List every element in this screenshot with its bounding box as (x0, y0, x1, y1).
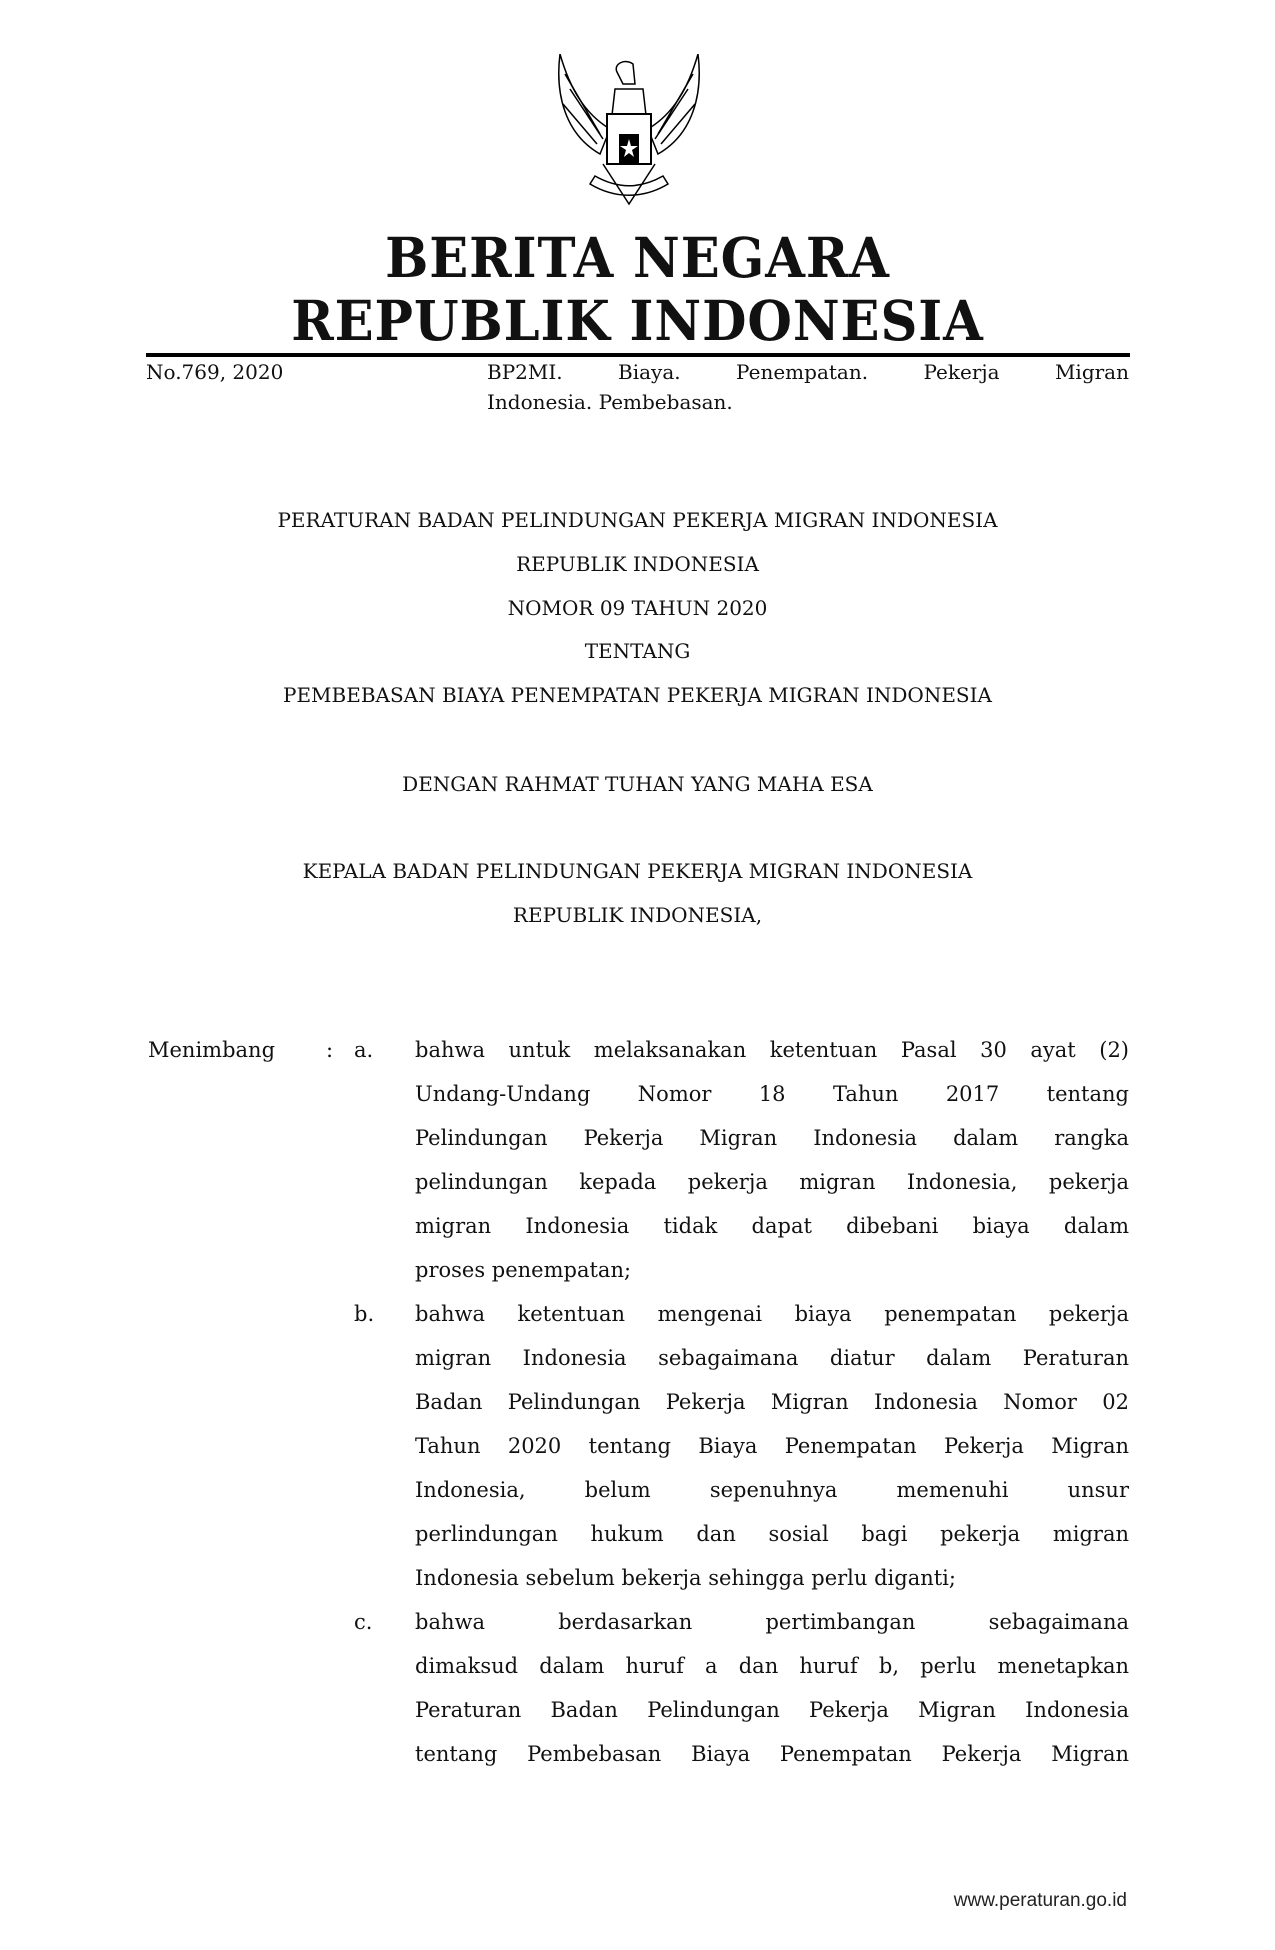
item-text-line: Undang-Undang Nomor 18 Tahun 2017 tentang (415, 1082, 1129, 1106)
considering-label: Menimbang (148, 1038, 276, 1062)
gazette-subject-cont: Indonesia. Pembebasan. (487, 390, 733, 414)
item-text-line: tentang Pembebasan Biaya Penempatan Pekerja Migran (415, 1742, 1129, 1766)
gazette-subtitle: REPUBLIK INDONESIA (291, 288, 984, 353)
regulation-subject: PEMBEBASAN BIAYA PENEMPATAN PEKERJA MIGRAN INDONESIA (283, 683, 992, 707)
authority: KEPALA BADAN PELINDUNGAN PEKERJA MIGRAN INDONESIA (302, 859, 973, 883)
item-text-line: perlindungan hukum dan sosial bagi pekerja migran (415, 1522, 1129, 1546)
item-text-line: bahwa ketentuan mengenai biaya penempatan pekerja (415, 1302, 1129, 1326)
item-marker: c. (354, 1610, 373, 1634)
item-text-line: Tahun 2020 tentang Biaya Penempatan Pekerja Migran (415, 1434, 1129, 1458)
header-rule (146, 353, 1130, 357)
regulation-title: REPUBLIK INDONESIA (516, 552, 759, 576)
item-text-line: Indonesia sebelum bekerja sehingga perlu diganti; (415, 1566, 956, 1590)
item-marker: a. (354, 1038, 374, 1062)
considering-colon: : (326, 1038, 334, 1062)
item-text-line: pelindungan kepada pekerja migran Indonesia, pekerja (415, 1170, 1129, 1194)
item-text-line: bahwa untuk melaksanakan ketentuan Pasal 30 ayat (2) (415, 1038, 1129, 1062)
gazette-title: BERITA NEGARA (385, 225, 890, 290)
regulation-title: PERATURAN BADAN PELINDUNGAN PEKERJA MIGRAN INDONESIA (277, 508, 998, 532)
gazette-subject: BP2MI. Biaya. Penempatan. Pekerja Migran (487, 360, 1129, 384)
gazette-number: No.769, 2020 (146, 360, 284, 384)
authority: REPUBLIK INDONESIA, (512, 903, 763, 927)
regulation-about: TENTANG (584, 639, 691, 663)
item-text-line: migran Indonesia tidak dapat dibebani biaya dalam (415, 1214, 1129, 1238)
item-text-line: bahwa berdasarkan pertimbangan sebagaimana (415, 1610, 1129, 1634)
item-text-line: Indonesia, belum sepenuhnya memenuhi unsur (415, 1478, 1129, 1502)
item-text-line: Pelindungan Pekerja Migran Indonesia dalam rangka (415, 1126, 1129, 1150)
regulation-number: NOMOR 09 TAHUN 2020 (507, 596, 768, 620)
item-text-line: dimaksud dalam huruf a dan huruf b, perlu menetapkan (415, 1654, 1129, 1678)
item-text-line: Peraturan Badan Pelindungan Pekerja Migran Indonesia (415, 1698, 1129, 1722)
item-marker: b. (354, 1302, 375, 1326)
preamble: DENGAN RAHMAT TUHAN YANG MAHA ESA (402, 772, 873, 796)
item-text-line: Badan Pelindungan Pekerja Migran Indonesia Nomor 02 (415, 1390, 1129, 1414)
item-text-line: proses penempatan; (415, 1258, 632, 1282)
item-text-line: migran Indonesia sebagaimana diatur dalam Peraturan (415, 1346, 1129, 1370)
footer-url[interactable]: www.peraturan.go.id (953, 1890, 1127, 1911)
garuda-emblem (555, 54, 703, 214)
